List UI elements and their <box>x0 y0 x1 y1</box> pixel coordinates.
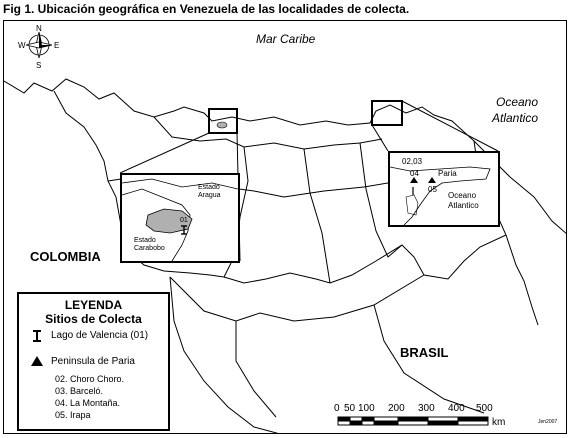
figure-title: Fig 1. Ubicación geográfica en Venezuela de las localidades de colecta. <box>3 2 410 16</box>
inset-code-04: 04 <box>410 169 419 178</box>
lago-marker-icon <box>31 330 43 342</box>
legend-item-02: 02. Choro Choro. <box>55 374 125 384</box>
inset-site-01: 01 <box>180 217 188 224</box>
highlight-box-paria <box>372 101 402 125</box>
inset-paria-island <box>406 195 418 215</box>
inset-estado-aragua-1: Estado <box>198 184 220 191</box>
legend-lago: Lago de Valencia (01) <box>51 330 149 341</box>
inset-coast <box>122 179 238 189</box>
compass-w: W <box>18 41 26 50</box>
legend-item-03: 03. Barceló. <box>55 386 104 396</box>
scale-tick-500: 500 <box>476 403 493 414</box>
inset-estado-carabobo-1: Estado <box>134 237 156 244</box>
inset-aragua <box>120 173 240 263</box>
site-05-marker-icon <box>428 177 436 183</box>
scale-tick-400: 400 <box>448 403 465 414</box>
legend-paria: Peninsula de Paria <box>51 356 135 367</box>
label-brasil: BRASIL <box>400 345 449 360</box>
scale-tick-100: 100 <box>358 403 375 414</box>
credit: Jen2007 <box>538 419 558 425</box>
legend-subtitle: Sitios de Colecta <box>45 312 142 326</box>
compass-s: S <box>36 61 42 70</box>
legend-item-04: 04. La Montaña. <box>55 398 121 408</box>
label-mar-caribe: Mar Caribe <box>256 32 316 46</box>
brasil-inner <box>236 321 276 417</box>
inset-estado-carabobo-2: Carabobo <box>134 245 165 252</box>
connector-aragua-1 <box>120 133 209 173</box>
compass-e: E <box>54 41 60 50</box>
inset-oceano: Oceano <box>448 191 477 200</box>
scale-tick-200: 200 <box>388 403 405 414</box>
scale-unit: km <box>492 417 506 428</box>
legend-title: LEYENDA <box>64 298 123 312</box>
legend-item-05: 05. Irapa <box>55 410 91 420</box>
brasil-south <box>170 277 284 434</box>
inner-state-4 <box>304 149 330 283</box>
inset-paria-label: Paria <box>438 169 457 178</box>
inset-estado-aragua-2: Aragua <box>198 192 221 199</box>
label-atlantico: Atlantico <box>492 111 539 125</box>
scale-tick-300: 300 <box>418 403 435 414</box>
inset-paria <box>388 151 500 227</box>
scale-tick-0: 0 <box>334 403 340 414</box>
label-oceano: Oceano <box>496 95 539 109</box>
legend-box <box>17 292 170 431</box>
inner-state-6 <box>170 275 424 321</box>
map-frame <box>3 20 567 434</box>
connector-paria-2 <box>402 101 498 151</box>
inset-codes-02-03: 02,03 <box>402 157 423 166</box>
connector-paria-1 <box>372 125 388 151</box>
scale-bar <box>338 417 488 425</box>
lago-valencia-small <box>217 122 227 128</box>
inset-code-05: 05 <box>428 185 437 194</box>
label-colombia: COLOMBIA <box>30 249 101 264</box>
scale-tick-50: 50 <box>344 403 356 414</box>
paria-marker-icon <box>31 356 43 366</box>
compass-icon <box>26 32 52 58</box>
venezuela-brasil-border <box>224 235 506 283</box>
compass-n: N <box>36 24 42 33</box>
inner-state-1 <box>154 117 382 149</box>
inset-atlantico: Atlantico <box>448 201 479 210</box>
